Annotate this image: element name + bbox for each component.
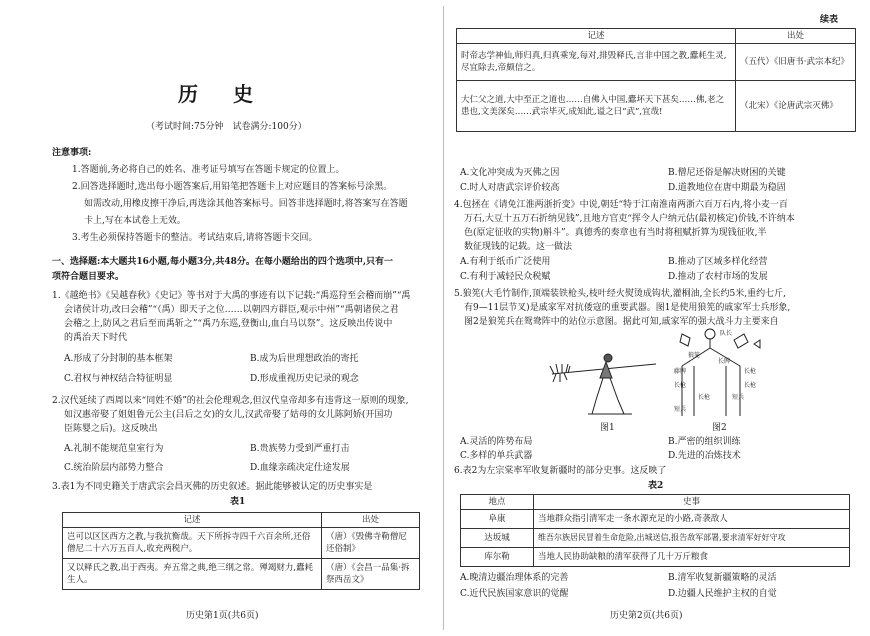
- option: C.君权与神权结合特征明显: [64, 374, 173, 384]
- table-cell: 当地人民协助缺粮的清军获得了几十万斤粮食: [534, 548, 850, 567]
- note-line: 2.回答选择题时,选出每小题答案后,用铅笔把答题卡上对应题目的答案标号涂黑。: [72, 182, 393, 192]
- fig2-label: 队长: [720, 330, 733, 337]
- fig2-label: 狼筅: [688, 352, 701, 359]
- table-1-title: 表1: [230, 497, 246, 507]
- fig2-label: 长枪: [698, 394, 711, 401]
- note-line: 3.考生必须保持答题卡的整洁。考试结束后,请将答题卡交回。: [72, 233, 318, 243]
- table-row: [63, 528, 420, 559]
- table-2: [460, 494, 850, 567]
- option: D.推动了农村市场的发展: [668, 272, 768, 282]
- table-2-header: 地点: [461, 495, 534, 510]
- figure-2-caption: 图2: [712, 423, 727, 433]
- question-1: 1.《越绝书》《吴越春秋》《史记》等书对于大禹的事迹有以下记载:“禹巡狩至会稽而崩”“禹: [52, 291, 411, 301]
- note-line: 1.答题前,务必将自己的姓名、准考证号填写在答题卡规定的位置上。: [72, 165, 345, 175]
- page-footer: 历史第1页(共6页): [186, 611, 259, 621]
- question-5: 图2是狼筅兵在鸳鸯阵中的站位示意图。据此可知,戚家军的强大战斗力主要来自: [464, 317, 779, 327]
- question-6: 6.表2为左宗棠率军收复新疆时的部分史事。这反映了: [454, 466, 667, 476]
- option: B.僧尼还俗是解决财困的关键: [668, 168, 786, 178]
- table-cell: 维吾尔族居民冒着生命危险,出城送信,报告敌军部署,要求清军好好守攻: [534, 529, 850, 548]
- figure-1-soldier-illustration: [548, 344, 658, 420]
- option: D.先进的冶炼技术: [668, 451, 741, 461]
- question-5: 5.狼筅(大毛竹制作,顶端装铁枪头,枝叶经火熨烫成钩状,灌桐油,全长约5米,重约七斤,: [454, 289, 786, 299]
- table-cell: （五代）《旧唐书·武宗本纪》: [736, 44, 856, 81]
- table-1-header: 出处: [322, 513, 420, 528]
- table-header: 记述: [457, 29, 736, 44]
- table-row: [457, 81, 856, 132]
- question-1: 会稽之上,防风之君后至而禹斩之”“禹乃东巡,登衡山,血白马以祭”。这反映出传说中: [64, 319, 393, 329]
- fig2-label: 藤牌: [674, 368, 687, 375]
- table-cell: 库尔勒: [461, 548, 534, 567]
- table-cell: 时帝志学神仙,师归真,归真乘宠,每对,排毁释氏,言非中国之教,蠹耗生灵,尽宜除去,帝颇信之。: [457, 44, 736, 81]
- option: A.晚清边疆治理体系的完善: [460, 573, 569, 583]
- table-cell: 岂可以区区西方之教,与我抗衡哉。天下所拆寺四千六百余所,还俗僧尼二十六万五百人,收充两税户。: [63, 528, 322, 559]
- option: C.多样的单兵武器: [460, 451, 533, 461]
- table-continued-label: 续表: [820, 15, 839, 25]
- fig2-label: 长枪: [744, 368, 757, 375]
- option: C.统治阶层内部势力整合: [64, 463, 164, 473]
- table-2-title: 表2: [648, 481, 664, 491]
- note-line: 卡上,写在本试卷上无效。: [84, 216, 186, 226]
- table-cell: 大仁父之道,大中至正之道也……自佛入中国,蠹坏天下甚矣……佛,老之患也,文美深矣……武宗毕灭,成知此,谥之曰“武”,宜哉!: [457, 81, 736, 132]
- notes-heading: 注意事项:: [52, 148, 92, 158]
- option: A.灵活的阵势布局: [460, 437, 533, 447]
- option: A.礼制不能规范皇室行为: [64, 444, 164, 454]
- option: A.形成了分封制的基本框架: [64, 354, 173, 364]
- question-4: 数征现钱的记载。这一做法: [464, 242, 573, 252]
- table-row: [461, 548, 850, 567]
- question-4: 色(原定征收的实物)斛斗”。真德秀的奏章也有当时将租赋折算为现钱征收,半: [464, 228, 767, 238]
- option: B.清军收复新疆策略的灵活: [668, 573, 777, 583]
- question-2: 臣陈婴之后)。这反映出: [64, 424, 158, 434]
- question-3: 3.表1为不同史籍关于唐武宗会昌灭佛的历史叙述。据此能够被认定的历史事实是: [52, 482, 373, 492]
- option: A.有利于纸币广泛使用: [460, 257, 551, 267]
- table-1: [62, 512, 420, 590]
- page-right: [448, 0, 870, 636]
- option: C.有利于减轻民众税赋: [460, 272, 551, 282]
- option: D.形成重视历史记录的观念: [250, 374, 359, 384]
- option: B.成为后世理想政治的寄托: [250, 354, 359, 364]
- option: B.严密的组织训练: [668, 437, 741, 447]
- page-footer: 历史第2页(共6页): [610, 611, 683, 621]
- option: D.道教地位在唐中期最为稳固: [668, 183, 786, 193]
- table-cell: （北宋）《论唐武宗灭佛》: [736, 81, 856, 132]
- table-header: 出处: [736, 29, 856, 44]
- figure-1-caption: 图1: [600, 423, 615, 433]
- table-cell: 达坂城: [461, 529, 534, 548]
- table-cell: （唐）《毁佛寺勒僧尼还俗制》: [322, 528, 420, 559]
- table-1-continued: [456, 28, 856, 132]
- question-4: 4.包拯在《请免江淮两浙折变》中说,朝廷“特于江南淮南两浙六百万石内,将小麦一百: [454, 200, 788, 210]
- exam-title: 历 史: [178, 82, 267, 106]
- table-1-header: 记述: [63, 513, 322, 528]
- question-2: 2.汉代延续了西周以来“同姓不婚”的社会伦理观念,但汉代皇帝却多有违背这一原则的现象,: [52, 396, 409, 406]
- table-2-header: 史事: [534, 495, 850, 510]
- table-cell: （唐）《会昌一品集·拆祭西岳文》: [322, 559, 420, 590]
- option: A.文化冲突成为灭佛之因: [460, 168, 560, 178]
- figure-2-formation-diagram: [670, 326, 780, 422]
- fig2-label: 长牌: [718, 358, 731, 365]
- section-title: 一、选择题:本大题共16小题,每小题3分,共48分。在每小题给出的四个选项中,只有一: [52, 257, 394, 267]
- table-row: [461, 529, 850, 548]
- fig2-label: 长枪: [744, 382, 757, 389]
- option: C.时人对唐武宗评价较高: [460, 183, 560, 193]
- question-2: 如汉惠帝娶了姐姐鲁元公主(吕后之女)的女儿,汉武帝娶了姑母的女儿陈阿娇(开国功: [64, 410, 393, 420]
- table-cell: 又以释氏之教,出于西夷。弃五常之典,绝三纲之常。殚竭财力,蠹耗生人。: [63, 559, 322, 590]
- option: B.贵族势力受到严重打击: [250, 444, 350, 454]
- table-row: [63, 559, 420, 590]
- option: C.近代民族国家意识的觉醒: [460, 589, 569, 599]
- table-cell: 当地群众指引清军走一条水源充足的小路,奇袭敌人: [534, 510, 850, 529]
- question-1: 会诸侯计功,改曰会稽”“（禹）即天子之位……以朝四方群臣,观示中州”“禹朝诸侯之君: [64, 305, 399, 315]
- fig2-label: 短兵: [674, 406, 687, 413]
- question-1: 的禹治天下时代: [64, 333, 128, 343]
- option: D.血缘亲疏决定仕途发展: [250, 463, 350, 473]
- exam-info: （考试时间:75分钟 试卷满分:100分）: [146, 122, 307, 132]
- fig2-label: 长枪: [674, 382, 687, 389]
- table-cell: 阜康: [461, 510, 534, 529]
- option: D.边疆人民维护主权的自觉: [668, 589, 777, 599]
- option: B.推动了区域多样化经营: [668, 257, 768, 267]
- question-4: 万石,大豆十五万石折纳见钱”,且地方官吏“挥令人户纳元估(最初核定)价钱,不许纳本: [464, 214, 795, 224]
- page-divider: [443, 6, 444, 630]
- section-title: 项符合题目要求。: [52, 272, 125, 282]
- fig2-label: 短兵: [732, 394, 745, 401]
- table-row: [457, 44, 856, 81]
- table-row: [461, 510, 850, 529]
- note-line: 如需改动,用橡皮擦干净后,再选涂其他答案标号。回答非选择题时,将答案写在答题: [84, 199, 408, 209]
- question-5: 有9—11层节叉)是戚家军对抗倭寇的重要武器。图1是使用狼筅的戚家军士兵形象,: [464, 303, 791, 313]
